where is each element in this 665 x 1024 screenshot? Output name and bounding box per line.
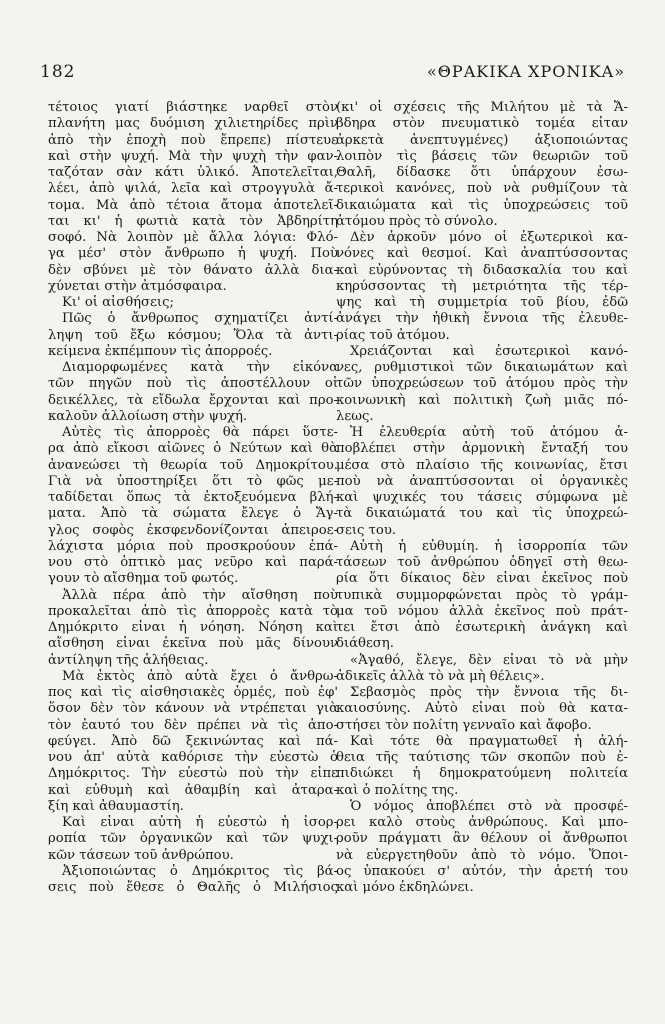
text-line: γουν τὸ αἴσθημα τοῦ φωτός. <box>48 571 239 587</box>
text-line: «Ἀγαθό, ἔλεγε, δὲν εἶναι τὸ νὰ μὴν <box>350 652 628 668</box>
text-line: τέτοιος γιατί βιάστηκε ναρθεῖ στὸν <box>48 100 338 115</box>
text-line: καλοῦν ἀλλοίωση στὴν ψυχή. <box>48 408 248 424</box>
text-line: Δημόκριτος. Τὴν εὐεστὼ ποὺ τὴν εἶπε <box>48 766 338 782</box>
text-line: Ἀλλὰ πέρα ἀπὸ τὴν αἴσθηση ποὺ <box>62 587 338 603</box>
text-line: καὶ εὐρύνοντας τὴ διδασκαλία του καὶ <box>336 262 628 278</box>
left-text-column <box>48 100 338 896</box>
text-line: καὶ εὐθυμὴ καὶ ἀθαμβίη καὶ ἀταρα- <box>48 782 338 798</box>
text-line: σεις του. <box>336 522 397 538</box>
text-line: Ἀξιοποιώντας ὁ Δημόκριτος τὶς βά- <box>62 863 338 879</box>
text-line: ἀρκετὰ ἀνεπτυγμένες) ἀξιοποιώντας <box>336 132 628 148</box>
text-line: κηρύσσοντας τὴ μετριότητα τῆς τέρ- <box>336 278 628 294</box>
text-line: σοφό. Νὰ λοιπὸν μὲ ἄλλα λόγια: Φλό- <box>48 230 338 245</box>
text-line: Καὶ τότε θὰ πραγματωθεῖ ἡ ἀλή- <box>350 733 628 749</box>
text-line: λοιπὸν τὶς βάσεις τῶν θεωριῶν τοῦ <box>336 148 628 164</box>
text-line: τάσεων τοῦ ἀνθρώπου ὁδηγεῖ στὴ θεω- <box>336 555 628 570</box>
right-text-column <box>336 100 628 896</box>
text-line: καὶ μόνο ἐκδηλώνει. <box>336 880 474 895</box>
text-line: νόνες καὶ θεσμοί. Καὶ ἀναπτύσσοντας <box>336 246 628 262</box>
text-line: ποβλέπει στὴν ἁρμονικὴ ἔνταξή του <box>336 441 628 457</box>
text-line: φεύγει. Ἀπὸ δῶ ξεκινώντας καὶ πά- <box>48 733 338 749</box>
text-line: Πῶς ὁ ἄνθρωπος σχηματίζει ἀντί- <box>62 311 338 327</box>
text-line: Διαμορφωμένες κατὰ τὴν εἰκόνα <box>62 360 338 375</box>
text-line: στήσει τὸν πολίτη γενναῖο καὶ ἄφοβο. <box>336 717 592 733</box>
text-line: ξίη καὶ ἀθαυμαστίη. <box>48 798 184 814</box>
text-line: καὶ ὁ πολίτης της. <box>336 782 459 798</box>
text-line: τει ἔτσι ἀπὸ ἐσωτερικὴ ἀνάγκη καὶ <box>336 620 628 635</box>
text-line: Μὰ ἐκτὸς ἀπὸ αὐτὰ ἔχει ὁ ἄνθρω- <box>62 668 338 684</box>
text-line: δικαιώματα καὶ τὶς ὑποχρεώσεις τοῦ <box>336 197 628 213</box>
text-line: τὰ δικαιώματά του καὶ τὶς ὑποχρεώ- <box>336 506 628 522</box>
text-line: Δὲν ἀρκοῦν μόνο οἱ ἐξωτερικοὶ κα- <box>350 230 628 245</box>
text-line: χύνεται στὴν ἀτμόσφαιρα. <box>48 278 227 294</box>
text-line: καὶ στὴν ψυχή. Μὰ τὴν ψυχὴ τὴν φαν- <box>48 148 338 164</box>
text-line: Ἡ ἐλευθερία αὐτὴ τοῦ ἀτόμου ἀ- <box>350 425 628 440</box>
text-line: Αὐτὴ ἡ εὐθυμίη. ἡ ἰσορροπία τῶν <box>350 538 628 554</box>
text-line: ταδίδεται ὅπως τὰ ἐκτοξευόμενα βλή- <box>48 490 338 505</box>
text-line: Γιὰ νὰ ὑποστηρίξει ὅτι τὸ φῶς με- <box>48 473 338 489</box>
text-line: μέσα στὸ πλαίσιο τῆς κοινωνίας, ἔτσι <box>336 457 628 473</box>
text-line: ρει καλὸ στοὺς ἀνθρώπους. Καὶ μπο- <box>336 815 628 830</box>
text-line: Χρειάζονται καὶ ἐσωτερικοὶ κανό- <box>350 343 628 359</box>
text-line: αἴσθηση εἶναι ἐκεῖνα ποὺ μᾶς δίνουν <box>48 636 338 652</box>
text-line: Ὁ νόμος ἀποβλέπει στὸ νὰ προσφέ- <box>350 798 628 814</box>
text-line: λέει, ἀπὸ ψιλά, λεῖα καὶ στρογγυλὰ ἄ- <box>48 181 338 197</box>
text-line: (κι' οἱ σχέσεις τῆς Μιλήτου μὲ τὰ Ἄ- <box>336 100 628 115</box>
text-line: ται κι' ἡ φωτιὰ κατὰ τὸν Ἀβδηρίτη <box>48 213 338 229</box>
text-line: ρία ὅτι δίκαιος δὲν εἶναι ἐκεῖνος ποὺ <box>336 571 628 587</box>
text-line: καιοσύνης. Αὐτὸ εἶναι ποὺ θὰ κατα- <box>336 701 628 717</box>
text-line: ρα ἀπὸ εἴκοσι αἰῶνες ὁ Νεύτων καὶ θὰ <box>48 441 338 457</box>
text-line: προκαλεῖται ἀπὸ τὶς ἀπορροὲς κατὰ τὸ <box>48 603 338 619</box>
text-line: ροῦν πράγματι ἂν θέλουν οἱ ἄνθρωποι <box>336 831 628 847</box>
text-line: Κι' οἱ αἰσθήσεις; <box>62 295 174 310</box>
text-line: κοινωνικὴ καὶ πολιτικὴ ζωὴ μιᾶς πό- <box>336 392 628 408</box>
text-line: ψης καὶ τὴ συμμετρία τοῦ βίου, ἐδῶ <box>336 295 628 310</box>
text-line: νὰ εὐεργετηθοῦν ἀπὸ τὸ νόμο. Ὅποι- <box>336 847 628 863</box>
text-line: δὲν σβύνει μὲ τὸν θάνατο ἀλλὰ δια- <box>48 262 338 278</box>
text-line: γα μέσ' στὸν ἄνθρωπο ἡ ψυχή. Ποὺ <box>48 246 338 262</box>
text-line: σεις ποὺ ἔθεσε ὁ Θαλῆς ὁ Μιλήσιος <box>48 880 338 895</box>
text-line: καὶ ψυχικές του τάσεις σύμφωνα μὲ <box>336 490 628 505</box>
text-line: νου στὸ ὀπτικὸ μας νεῦρο καὶ παρά- <box>48 555 338 570</box>
text-line: ἀπὸ τὴν ἐποχὴ ποὺ ἔπρεπε) πίστευε <box>48 132 338 148</box>
text-line: ταζόταν σὰν κάτι ὑλικό. Ἀποτελεῖται, <box>48 165 338 180</box>
text-line: ἀνανεώσει τὴ θεωρία τοῦ Δημοκρίτου. <box>48 457 338 473</box>
text-line: κείμενα ἐκπέμπουν τὶς ἀπορροές. <box>48 343 273 359</box>
text-line: θεια τῆς ταύτισης τῶν σκοπῶν ποὺ ἐ- <box>336 750 628 765</box>
text-line: τερικοὶ κανόνες, ποὺ νὰ ρυθμίζουν τὰ <box>336 181 628 197</box>
text-line: νου ἀπ' αὐτὰ καθόρισε τὴν εὐεστὼ ὁ <box>48 750 338 765</box>
text-line: ἀνάγει τὴν ἠθικὴ ἔννοια τῆς ἐλευθε- <box>336 311 628 327</box>
text-line: ἀντίληψη τῆς ἀλήθειας. <box>48 652 209 668</box>
text-line: δεικέλλες, τὰ εἴδωλα ἔρχονται καὶ προ- <box>48 392 338 408</box>
text-line: τομα. Μὰ ἀπὸ τέτοια ἄτομα ἀποτελεῖ- <box>48 197 338 213</box>
text-line: λάχιστα μόρια ποὺ προσκρούουν ἐπά- <box>48 538 338 554</box>
text-line: τῶν ὑποχρεώσεων τοῦ ἀτόμου πρὸς τὴν <box>336 376 628 392</box>
text-line: διάθεση. <box>336 636 394 652</box>
text-line: ματα. Ἀπὸ τὰ σώματα ἔλεγε ὁ Ἄγ- <box>48 506 338 522</box>
text-line: βδηρα στὸν πνευματικὸ τομέα εἶταν <box>336 116 628 132</box>
text-line: γλος σοφὸς ἐκσφενδονίζονται ἀπειροε- <box>48 522 338 538</box>
text-line: ἀτόμου πρὸς τὸ σύνολο. <box>336 213 498 229</box>
text-line: ὅσον δὲν τὸν κάνουν νὰ ντρέπεται γιὰ <box>48 701 338 717</box>
running-header: «ΘΡΑΚΙΚΑ ΧΡΟΝΙΚΑ» <box>427 62 625 81</box>
text-line: Δημόκριτο εἶναι ἡ νόηση. Νόηση καὶ <box>48 620 338 635</box>
text-line: λεως. <box>336 408 374 424</box>
text-line: μα τοῦ νόμου ἀλλὰ ἐκεῖνος ποὺ πράτ- <box>336 603 628 619</box>
text-line: Καὶ εἶναι αὐτὴ ἡ εὐεστὼ ἡ ἰσορ- <box>62 815 338 830</box>
text-line: πος καὶ τὶς αἰσθησιακὲς ὁρμές, ποὺ ἐφ' <box>48 685 338 700</box>
text-line: τυπικὰ συμμορφώνεται πρὸς τὸ γράμ- <box>336 587 628 603</box>
text-line: νες, ρυθμιστικοὶ τῶν δικαιωμάτων καὶ <box>336 360 628 375</box>
text-line: ος ὑπακούει σ' αὐτόν, τὴν ἀρετή του <box>336 863 628 879</box>
text-line: τὸν ἑαυτό του δὲν πρέπει νὰ τὶς ἀπο- <box>48 717 338 733</box>
text-line: ροπία τῶν ὀργανικῶν καὶ τῶν ψυχι- <box>48 831 338 847</box>
text-line: ποὺ νὰ ἀναπτύσσονται οἱ ὀργανικὲς <box>336 473 628 489</box>
text-line: Αὐτὲς τὶς ἀπορροὲς θὰ πάρει ὕστε- <box>62 425 338 440</box>
text-line: πλανήτη μας δυόμιση χιλιετηρίδες πρὶν <box>48 116 338 132</box>
text-line: Θαλῆ, δίδασκε ὅτι ὑπάρχουν ἐσω- <box>336 165 628 180</box>
text-line: κῶν τάσεων τοῦ ἀνθρώπου. <box>48 847 234 863</box>
text-line: πιδιώκει ἡ δημοκρατούμενη πολιτεία <box>336 766 628 782</box>
text-line: τῶν πηγῶν ποὺ τὶς ἀποστέλλουν οἱ <box>48 376 338 392</box>
page-number: 182 <box>40 62 76 82</box>
text-line: ληψη τοῦ ἔξω κόσμου; Ὅλα τὰ ἀντι- <box>48 327 338 343</box>
text-line: ἀδικεῖς ἀλλὰ τὸ νὰ μὴ θέλεις». <box>336 668 545 684</box>
text-line: Σεβασμὸς πρὸς τὴν ἔννοια τῆς δι- <box>350 685 628 700</box>
text-line: ρίας τοῦ ἀτόμου. <box>336 327 450 343</box>
